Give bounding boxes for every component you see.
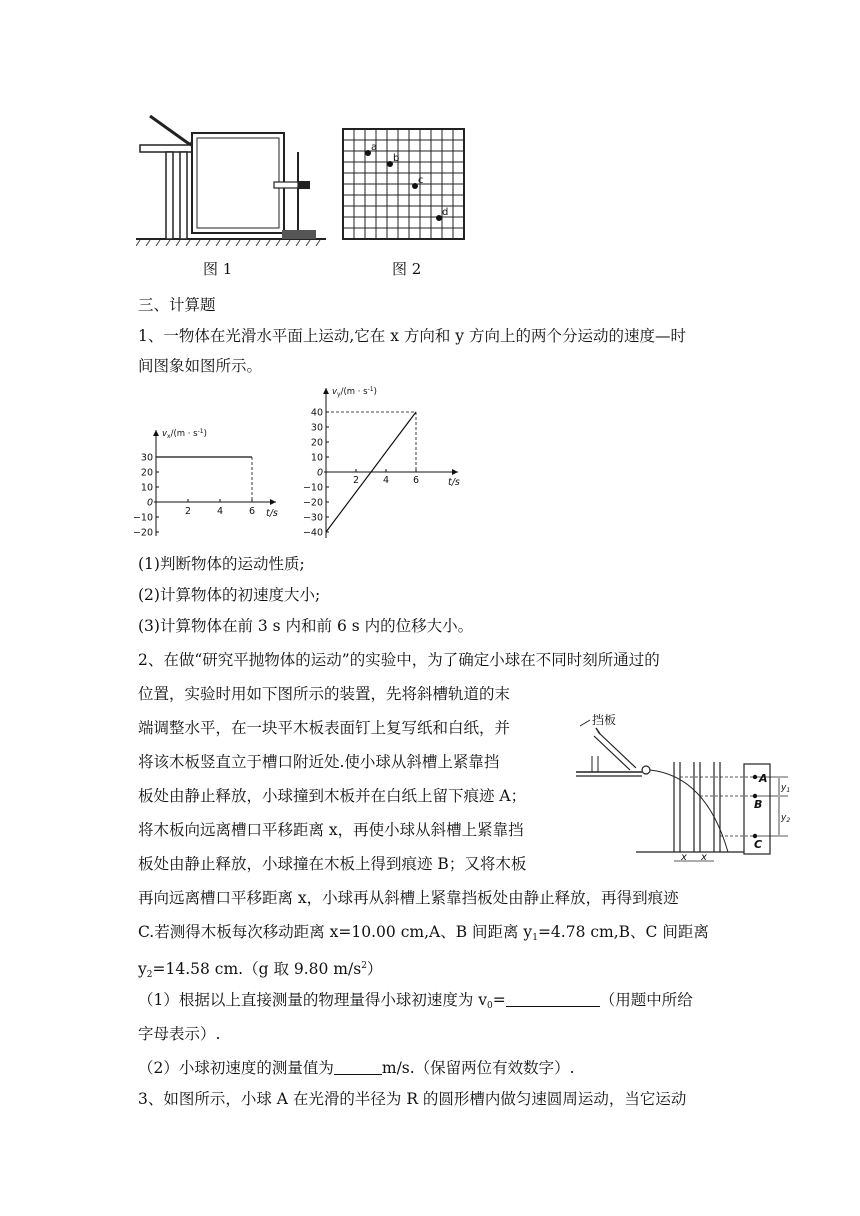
q2-part-2-text: （2）小球初速度的测量值为 [138,1059,334,1077]
q1-item-3: (3)计算物体在前 3 s 内和前 6 s 内的位移大小。 [138,617,474,635]
x-axis-label: t/s [266,508,278,519]
q2-line-4: 将该木板竖直立于槽口附近处.使小球从斜槽上紧靠挡 [138,753,500,771]
q3-line-1: 3、如图所示，小球 A 在光滑的半径为 R 的圆形槽内做匀速圆周运动，当它运动 [138,1090,687,1108]
q2-part-1-end: （用题中所给 [599,991,693,1009]
q2-apparatus-diagram [576,712,790,864]
q2-line-10-end: ） [366,960,383,978]
q2-line-9-end: =4.78 cm,B、C 间距离 [537,923,709,941]
y-tick-label: −40 [302,527,323,539]
grid-label-c: c [418,175,424,186]
label-x-2: x [701,852,707,863]
mark-A: A [759,772,768,785]
x-tick-label: 4 [216,506,224,517]
y-tick-label: 0 [146,497,153,509]
mark-B: B [754,798,763,811]
figure-2-caption: 图 2 [392,260,422,278]
x-tick-label: 6 [248,506,256,517]
q2-line-5: 板处由静止释放，小球撞到木板并在白纸上留下痕迹 A； [138,787,527,805]
x-axis-arrow [270,499,276,505]
chart-vx [126,426,290,538]
y-tick-label: −10 [132,512,153,524]
y-tick-label: 20 [140,467,153,479]
q2-line-9 [138,922,709,948]
y-tick-label: −20 [132,527,153,538]
q2-line-6: 将木板向远离槽口平移距离 x，再使小球从斜槽上紧靠挡 [138,821,524,839]
q2-part-1 [138,990,693,1016]
y-axis-label: $v_x/(m \cdot s^{-1})$ [162,428,207,440]
q2-answer-blank-1[interactable] [506,991,600,1007]
q1-item-2: (2)计算物体的初速度大小; [138,586,321,604]
y-tick-label: 30 [310,422,323,434]
baffle-label: 挡板 [592,713,617,727]
q2-line-10-mid: =14.58 cm.（g 取 9.80 m/s [152,960,362,978]
q2-part-1-line-2: 字母表示）. [138,1025,221,1043]
q1-item-1: (1)判断物体的运动性质; [138,555,305,573]
q1-line-1: 1、一物体在光滑水平面上运动,它在 x 方向和 y 方向上的两个分运动的速度—时 [138,327,686,345]
x-axis-label: t/s [448,477,460,488]
figure-1-apparatus [136,112,326,246]
q2-y2-var: y [138,960,147,978]
q1-line-2: 间图象如图所示。 [138,357,263,375]
y-tick-label: 0 [316,467,323,479]
y-tick-label: 10 [140,482,153,494]
y-tick-label: −30 [302,512,323,524]
x-tick-label: 6 [412,475,420,486]
chart-vy [296,384,476,546]
y-axis-arrow [153,430,159,436]
grid-label-d: d [442,207,449,218]
mark-C: C [754,838,763,851]
label-x-1: x [681,852,687,863]
y-tick-label: 40 [310,407,323,419]
q2-answer-blank-2[interactable] [334,1059,382,1075]
q2-part-1-eq: = [492,991,506,1009]
figure-1-caption: 图 1 [203,260,233,278]
q2-part-2-end: m/s.（保留两位有效数字）. [381,1059,575,1077]
y-tick-label: 10 [310,452,323,464]
q2-line-8: 再向远离槽口平移距离 x，小球再从斜槽上紧靠挡板处由静止释放，再得到痕迹 [138,889,679,907]
q2-g-superscript: 2 [361,961,367,971]
q2-y1-subscript: 1 [532,933,538,943]
x-axis-arrow [452,469,458,475]
y-tick-label: −20 [302,497,323,509]
section-heading: 三、计算题 [138,296,216,314]
q2-line-1: 2、在做“研究平抛物体的运动”的实验中，为了确定小球在不同时刻所通过的 [138,651,660,669]
grid-label-a: a [371,142,378,153]
figure-2-grid [342,128,468,242]
x-tick-label: 2 [352,475,360,486]
grid-label-b: b [393,153,400,164]
y-tick-label: −10 [302,482,323,494]
label-y1: $y_1$ [781,783,790,794]
q2-v0-subscript: 0 [487,1001,493,1011]
y-axis-label: $v_y/(m \cdot s^{-1})$ [332,386,377,398]
q2-line-9-text: C.若测得木板每次移动距离 x=10.00 cm,A、B 间距离 y [138,923,533,941]
q2-line-10 [138,956,382,985]
y-axis-arrow [323,388,329,394]
q2-part-2 [138,1058,575,1078]
q2-y2-subscript: 2 [146,970,153,980]
q2-line-2: 位置，实验时用如下图所示的装置，先将斜槽轨道的末 [138,685,511,703]
q2-line-7: 板处由静止释放，小球撞在木板上得到痕迹 B；又将木板 [138,855,527,873]
x-tick-label: 4 [382,475,390,486]
y-tick-label: 30 [140,452,153,464]
y-tick-label: 20 [310,437,323,449]
x-tick-label: 2 [184,506,192,517]
q2-part-1-text: （1）根据以上直接测量的物理量得小球初速度为 v [138,991,488,1009]
q2-line-3: 端调整水平，在一块平木板表面钉上复写纸和白纸，并 [138,719,511,737]
label-y2: $y_2$ [781,813,790,824]
